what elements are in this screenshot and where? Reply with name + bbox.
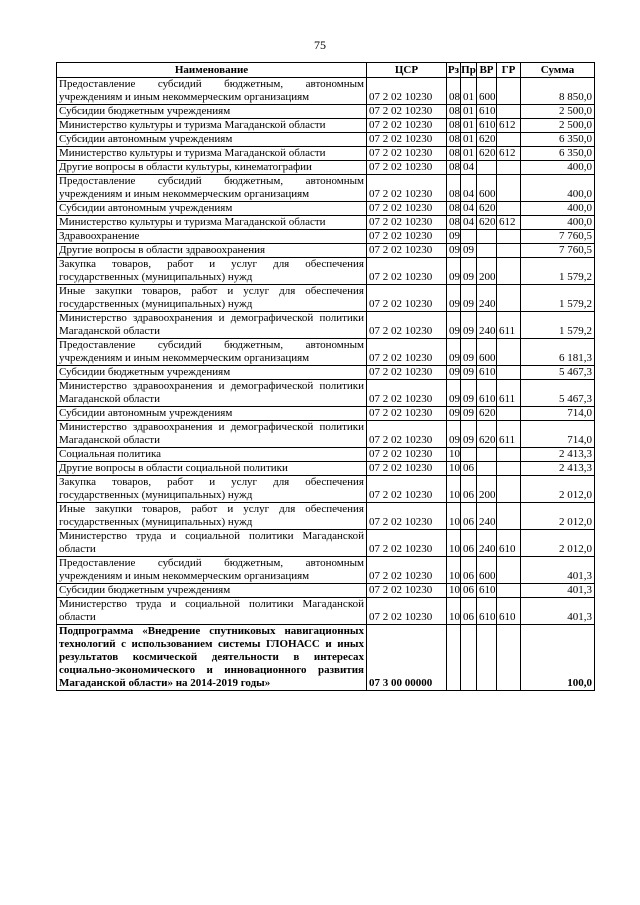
cell-rz: 08 xyxy=(447,175,461,202)
cell-gr xyxy=(497,448,521,462)
header-csr: ЦСР xyxy=(367,63,447,78)
cell-rz: 09 xyxy=(447,421,461,448)
cell-rz: 09 xyxy=(447,366,461,380)
cell-pr: 06 xyxy=(461,584,477,598)
cell-gr xyxy=(497,258,521,285)
cell-gr xyxy=(497,78,521,105)
cell-csr: 07 2 02 10230 xyxy=(367,175,447,202)
cell-vr: 620 xyxy=(477,133,497,147)
cell-csr: 07 2 02 10230 xyxy=(367,119,447,133)
cell-csr: 07 2 02 10230 xyxy=(367,244,447,258)
table-row xyxy=(57,530,595,557)
budget-table xyxy=(56,62,595,691)
cell-sum: 2 413,3 xyxy=(521,462,595,476)
cell-rz: 08 xyxy=(447,78,461,105)
table-body xyxy=(57,78,595,691)
cell-pr: 09 xyxy=(461,258,477,285)
cell-csr: 07 2 02 10230 xyxy=(367,584,447,598)
cell-rz: 10 xyxy=(447,584,461,598)
cell-rz: 09 xyxy=(447,312,461,339)
cell-gr xyxy=(497,476,521,503)
cell-name: Другие вопросы в области культуры, кинематографии xyxy=(57,161,367,175)
cell-pr: 01 xyxy=(461,105,477,119)
cell-rz: 08 xyxy=(447,216,461,230)
cell-gr: 611 xyxy=(497,312,521,339)
cell-vr xyxy=(477,244,497,258)
cell-sum: 400,0 xyxy=(521,216,595,230)
cell-vr: 600 xyxy=(477,78,497,105)
cell-vr: 620 xyxy=(477,202,497,216)
cell-gr xyxy=(497,202,521,216)
table-row xyxy=(57,366,595,380)
cell-name: Субсидии бюджетным учреждениям xyxy=(57,584,367,598)
cell-gr xyxy=(497,462,521,476)
table-row xyxy=(57,78,595,105)
cell-name: Предоставление субсидий бюджетным, автономным учреждениям и иным некоммерческим организациям xyxy=(57,78,367,105)
cell-pr: 01 xyxy=(461,119,477,133)
cell-pr: 04 xyxy=(461,202,477,216)
cell-csr: 07 2 02 10230 xyxy=(367,202,447,216)
cell-csr: 07 2 02 10230 xyxy=(367,598,447,625)
cell-sum: 7 760,5 xyxy=(521,230,595,244)
cell-pr: 09 xyxy=(461,366,477,380)
cell-vr: 200 xyxy=(477,476,497,503)
cell-vr: 240 xyxy=(477,530,497,557)
table-row xyxy=(57,407,595,421)
cell-rz: 09 xyxy=(447,230,461,244)
cell-pr: 04 xyxy=(461,175,477,202)
cell-sum: 5 467,3 xyxy=(521,380,595,407)
header-sum: Сумма xyxy=(521,63,595,78)
cell-vr xyxy=(477,448,497,462)
header-pr: Пр xyxy=(461,64,476,76)
cell-rz: 10 xyxy=(447,598,461,625)
cell-csr: 07 2 02 10230 xyxy=(367,503,447,530)
table-row xyxy=(57,312,595,339)
table-row xyxy=(57,258,595,285)
cell-csr: 07 2 02 10230 xyxy=(367,133,447,147)
table-row xyxy=(57,503,595,530)
cell-sum: 100,0 xyxy=(521,625,595,691)
cell-gr: 612 xyxy=(497,216,521,230)
cell-pr: 09 xyxy=(461,285,477,312)
cell-pr: 06 xyxy=(461,530,477,557)
cell-pr: 04 xyxy=(461,216,477,230)
cell-vr: 600 xyxy=(477,339,497,366)
cell-name: Министерство культуры и туризма Магаданской области xyxy=(57,216,367,230)
cell-rz: 10 xyxy=(447,530,461,557)
cell-rz: 09 xyxy=(447,407,461,421)
cell-sum: 2 012,0 xyxy=(521,503,595,530)
cell-name: Иные закупки товаров, работ и услуг для обеспечения государственных (муниципальных) нужд xyxy=(57,285,367,312)
cell-pr: 04 xyxy=(461,161,477,175)
cell-vr: 200 xyxy=(477,258,497,285)
cell-vr: 240 xyxy=(477,285,497,312)
cell-csr: 07 2 02 10230 xyxy=(367,366,447,380)
cell-vr: 610 xyxy=(477,380,497,407)
cell-gr: 610 xyxy=(497,598,521,625)
cell-gr xyxy=(497,230,521,244)
cell-vr: 600 xyxy=(477,175,497,202)
cell-name: Субсидии бюджетным учреждениям xyxy=(57,105,367,119)
cell-name: Закупка товаров, работ и услуг для обеспечения государственных (муниципальных) нужд xyxy=(57,258,367,285)
cell-csr: 07 2 02 10230 xyxy=(367,78,447,105)
cell-sum: 1 579,2 xyxy=(521,312,595,339)
cell-gr: 612 xyxy=(497,147,521,161)
cell-csr: 07 2 02 10230 xyxy=(367,312,447,339)
cell-csr: 07 2 02 10230 xyxy=(367,147,447,161)
cell-sum: 2 012,0 xyxy=(521,530,595,557)
cell-vr xyxy=(477,230,497,244)
cell-pr: 09 xyxy=(461,244,477,258)
cell-csr: 07 2 02 10230 xyxy=(367,285,447,312)
cell-csr: 07 2 02 10230 xyxy=(367,216,447,230)
cell-name: Субсидии автономным учреждениям xyxy=(57,407,367,421)
cell-csr: 07 2 02 10230 xyxy=(367,462,447,476)
cell-name: Субсидии автономным учреждениям xyxy=(57,202,367,216)
table-row xyxy=(57,584,595,598)
table-row xyxy=(57,598,595,625)
cell-csr: 07 2 02 10230 xyxy=(367,476,447,503)
table-row xyxy=(57,557,595,584)
cell-rz: 08 xyxy=(447,202,461,216)
cell-name: Социальная политика xyxy=(57,448,367,462)
table-row xyxy=(57,285,595,312)
cell-rz: 09 xyxy=(447,285,461,312)
cell-vr xyxy=(477,161,497,175)
cell-sum: 6 350,0 xyxy=(521,133,595,147)
cell-pr: 01 xyxy=(461,78,477,105)
table-row xyxy=(57,175,595,202)
cell-sum: 2 413,3 xyxy=(521,448,595,462)
cell-vr: 610 xyxy=(477,584,497,598)
cell-name: Другие вопросы в области здравоохранения xyxy=(57,244,367,258)
cell-rz: 09 xyxy=(447,258,461,285)
cell-name: Подпрограмма «Внедрение спутниковых навигационных технологий с использованием системы ГЛОНАСС и иных результатов космической деятельности в интересах социально-экономического и инновационного развития Магаданской области» на 2014-2019 годы» xyxy=(57,625,367,691)
cell-vr: 620 xyxy=(477,407,497,421)
cell-vr: 240 xyxy=(477,503,497,530)
cell-pr: 06 xyxy=(461,557,477,584)
cell-rz: 09 xyxy=(447,380,461,407)
cell-gr: 611 xyxy=(497,421,521,448)
cell-pr xyxy=(461,230,477,244)
cell-sum: 6 181,3 xyxy=(521,339,595,366)
cell-rz: 08 xyxy=(447,119,461,133)
cell-name: Закупка товаров, работ и услуг для обеспечения государственных (муниципальных) нужд xyxy=(57,476,367,503)
cell-csr: 07 2 02 10230 xyxy=(367,380,447,407)
cell-rz: 08 xyxy=(447,133,461,147)
cell-gr xyxy=(497,625,521,691)
cell-sum: 6 350,0 xyxy=(521,147,595,161)
cell-sum: 7 760,5 xyxy=(521,244,595,258)
cell-csr: 07 3 00 00000 xyxy=(367,625,447,691)
header-rz: Рз xyxy=(447,64,460,76)
table-row xyxy=(57,133,595,147)
cell-rz: 09 xyxy=(447,244,461,258)
cell-name: Субсидии бюджетным учреждениям xyxy=(57,366,367,380)
cell-sum: 400,0 xyxy=(521,161,595,175)
table-row xyxy=(57,448,595,462)
cell-pr: 06 xyxy=(461,476,477,503)
cell-rz: 10 xyxy=(447,476,461,503)
cell-name: Министерство труда и социальной политики Магаданской области xyxy=(57,598,367,625)
cell-sum: 714,0 xyxy=(521,421,595,448)
table-row xyxy=(57,230,595,244)
cell-vr: 620 xyxy=(477,147,497,161)
cell-rz: 10 xyxy=(447,503,461,530)
cell-rz: 10 xyxy=(447,557,461,584)
cell-sum: 401,3 xyxy=(521,598,595,625)
cell-pr xyxy=(461,448,477,462)
cell-csr: 07 2 02 10230 xyxy=(367,230,447,244)
cell-gr xyxy=(497,161,521,175)
cell-name: Министерство труда и социальной политики Магаданской области xyxy=(57,530,367,557)
cell-pr: 09 xyxy=(461,380,477,407)
cell-gr xyxy=(497,366,521,380)
cell-rz xyxy=(447,625,461,691)
cell-gr: 612 xyxy=(497,119,521,133)
table-row xyxy=(57,625,595,691)
cell-sum: 401,3 xyxy=(521,584,595,598)
cell-name: Министерство здравоохранения и демографической политики Магаданской области xyxy=(57,421,367,448)
header-vr: ВР xyxy=(477,63,497,78)
cell-csr: 07 2 02 10230 xyxy=(367,339,447,366)
cell-pr: 09 xyxy=(461,312,477,339)
cell-name: Предоставление субсидий бюджетным, автономным учреждениям и иным некоммерческим организациям xyxy=(57,175,367,202)
cell-rz: 08 xyxy=(447,147,461,161)
cell-gr xyxy=(497,285,521,312)
cell-sum: 5 467,3 xyxy=(521,366,595,380)
cell-gr: 611 xyxy=(497,380,521,407)
cell-vr xyxy=(477,625,497,691)
cell-vr: 240 xyxy=(477,312,497,339)
table-row xyxy=(57,380,595,407)
cell-vr: 610 xyxy=(477,366,497,380)
cell-pr: 01 xyxy=(461,147,477,161)
cell-pr: 09 xyxy=(461,421,477,448)
table-row xyxy=(57,462,595,476)
cell-sum: 714,0 xyxy=(521,407,595,421)
page-number: 75 xyxy=(314,38,326,52)
cell-name: Министерство культуры и туризма Магаданской области xyxy=(57,119,367,133)
cell-csr: 07 2 02 10230 xyxy=(367,161,447,175)
cell-gr xyxy=(497,175,521,202)
cell-csr: 07 2 02 10230 xyxy=(367,557,447,584)
cell-csr: 07 2 02 10230 xyxy=(367,421,447,448)
cell-sum: 8 850,0 xyxy=(521,78,595,105)
cell-vr: 610 xyxy=(477,105,497,119)
cell-csr: 07 2 02 10230 xyxy=(367,105,447,119)
cell-sum: 401,3 xyxy=(521,557,595,584)
cell-gr xyxy=(497,339,521,366)
cell-pr: 09 xyxy=(461,407,477,421)
cell-pr xyxy=(461,625,477,691)
cell-name: Министерство культуры и туризма Магаданской области xyxy=(57,147,367,161)
table-row xyxy=(57,216,595,230)
table-row xyxy=(57,476,595,503)
header-name: Наименование xyxy=(57,63,367,78)
cell-name: Предоставление субсидий бюджетным, автономным учреждениям и иным некоммерческим организациям xyxy=(57,557,367,584)
cell-rz: 08 xyxy=(447,105,461,119)
cell-vr: 610 xyxy=(477,598,497,625)
cell-pr: 06 xyxy=(461,598,477,625)
table-row xyxy=(57,421,595,448)
cell-pr: 09 xyxy=(461,339,477,366)
cell-csr: 07 2 02 10230 xyxy=(367,530,447,557)
table-header-row xyxy=(57,63,595,78)
cell-pr: 01 xyxy=(461,133,477,147)
cell-name: Министерство здравоохранения и демографической политики Магаданской области xyxy=(57,312,367,339)
cell-gr xyxy=(497,133,521,147)
cell-vr: 620 xyxy=(477,421,497,448)
cell-name: Предоставление субсидий бюджетным, автономным учреждениям и иным некоммерческим организациям xyxy=(57,339,367,366)
cell-sum: 2 500,0 xyxy=(521,105,595,119)
cell-name: Министерство здравоохранения и демографической политики Магаданской области xyxy=(57,380,367,407)
table-row xyxy=(57,161,595,175)
cell-sum: 400,0 xyxy=(521,202,595,216)
cell-gr: 610 xyxy=(497,530,521,557)
cell-name: Здравоохранение xyxy=(57,230,367,244)
table-row xyxy=(57,244,595,258)
header-gr: ГР xyxy=(497,63,521,78)
cell-sum: 2 500,0 xyxy=(521,119,595,133)
cell-sum: 1 579,2 xyxy=(521,258,595,285)
table-row xyxy=(57,119,595,133)
cell-sum: 400,0 xyxy=(521,175,595,202)
cell-pr: 06 xyxy=(461,503,477,530)
cell-name: Иные закупки товаров, работ и услуг для обеспечения государственных (муниципальных) нужд xyxy=(57,503,367,530)
cell-gr xyxy=(497,557,521,584)
cell-vr xyxy=(477,462,497,476)
cell-gr xyxy=(497,503,521,530)
cell-name: Другие вопросы в области социальной политики xyxy=(57,462,367,476)
cell-gr xyxy=(497,105,521,119)
cell-rz: 10 xyxy=(447,462,461,476)
cell-vr: 600 xyxy=(477,557,497,584)
cell-csr: 07 2 02 10230 xyxy=(367,258,447,285)
table-row xyxy=(57,147,595,161)
cell-rz: 08 xyxy=(447,161,461,175)
cell-gr xyxy=(497,584,521,598)
table-row xyxy=(57,202,595,216)
cell-rz: 10 xyxy=(447,448,461,462)
cell-vr: 620 xyxy=(477,216,497,230)
cell-sum: 1 579,2 xyxy=(521,285,595,312)
cell-csr: 07 2 02 10230 xyxy=(367,407,447,421)
cell-csr: 07 2 02 10230 xyxy=(367,448,447,462)
cell-name: Субсидии автономным учреждениям xyxy=(57,133,367,147)
table-row xyxy=(57,105,595,119)
cell-rz: 09 xyxy=(447,339,461,366)
cell-gr xyxy=(497,244,521,258)
cell-vr: 610 xyxy=(477,119,497,133)
cell-sum: 2 012,0 xyxy=(521,476,595,503)
cell-gr xyxy=(497,407,521,421)
table-row xyxy=(57,339,595,366)
cell-pr: 06 xyxy=(461,462,477,476)
